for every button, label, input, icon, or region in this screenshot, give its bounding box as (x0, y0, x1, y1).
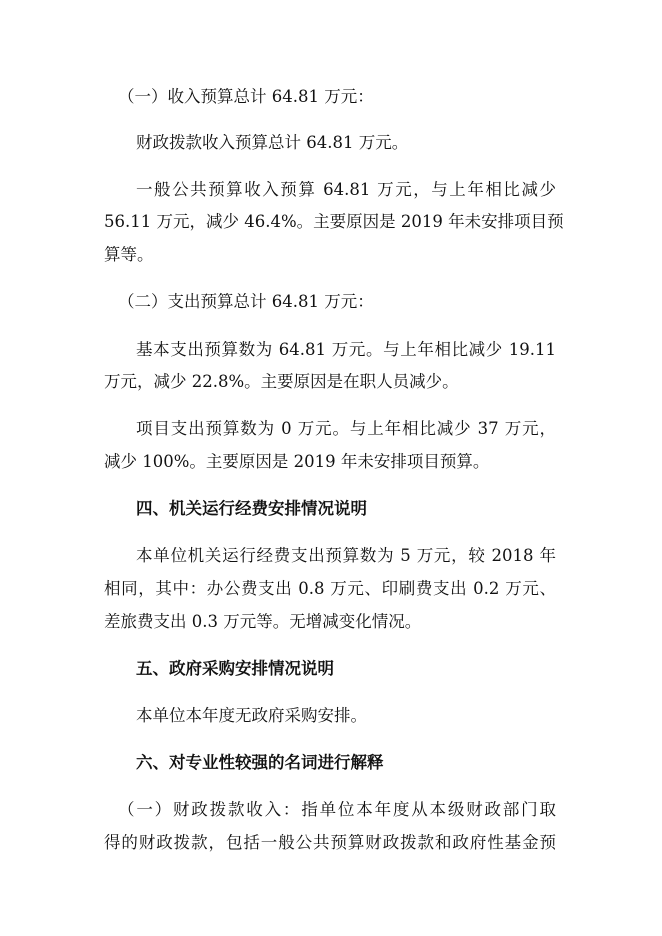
operating-expenses-paragraph-line-2: 相同，其中：办公费支出 0.8 万元、印刷费支出 0.2 万元、 (104, 579, 556, 598)
section-heading-operating-expenses: 四、机关运行经费安排情况说明 (136, 499, 367, 518)
general-budget-paragraph-line-2: 56.11 万元，减少 46.4%。主要原因是 2019 年未安排项目预 (104, 212, 564, 231)
terminology-paragraph-line-2: 得的财政拨款，包括一般公共预算财政拨款和政府性基金预 (104, 833, 556, 852)
basic-expenditure-paragraph-line-2: 万元，减少 22.8%。主要原因是在职人员减少。 (104, 372, 459, 391)
expenditure-budget-subheading: （二）支出预算总计 64.81 万元： (118, 292, 374, 311)
income-budget-subheading: （一）收入预算总计 64.81 万元： (118, 87, 374, 106)
project-expenditure-paragraph-line-2: 减少 100%。主要原因是 2019 年未安排项目预算。 (104, 452, 490, 471)
fiscal-income-paragraph: 财政拨款收入预算总计 64.81 万元。 (136, 133, 409, 152)
general-budget-paragraph-line-1: 一般公共预算收入预算 64.81 万元，与上年相比减少 (136, 180, 556, 199)
operating-expenses-paragraph-line-1: 本单位机关运行经费支出预算数为 5 万元，较 2018 年 (136, 546, 556, 565)
procurement-paragraph: 本单位本年度无政府采购安排。 (136, 706, 367, 725)
section-heading-procurement: 五、政府采购安排情况说明 (136, 659, 334, 678)
general-budget-paragraph-line-3: 算等。 (104, 245, 154, 264)
section-heading-terminology: 六、对专业性较强的名词进行解释 (136, 753, 384, 772)
basic-expenditure-paragraph-line-1: 基本支出预算数为 64.81 万元。与上年相比减少 19.11 (136, 340, 556, 359)
operating-expenses-paragraph-line-3: 差旅费支出 0.3 万元等。无增减变化情况。 (104, 612, 422, 631)
project-expenditure-paragraph-line-1: 项目支出预算数为 0 万元。与上年相比减少 37 万元， (136, 419, 556, 438)
terminology-paragraph-line-1: （一）财政拨款收入：指单位本年度从本级财政部门取 (118, 800, 556, 819)
